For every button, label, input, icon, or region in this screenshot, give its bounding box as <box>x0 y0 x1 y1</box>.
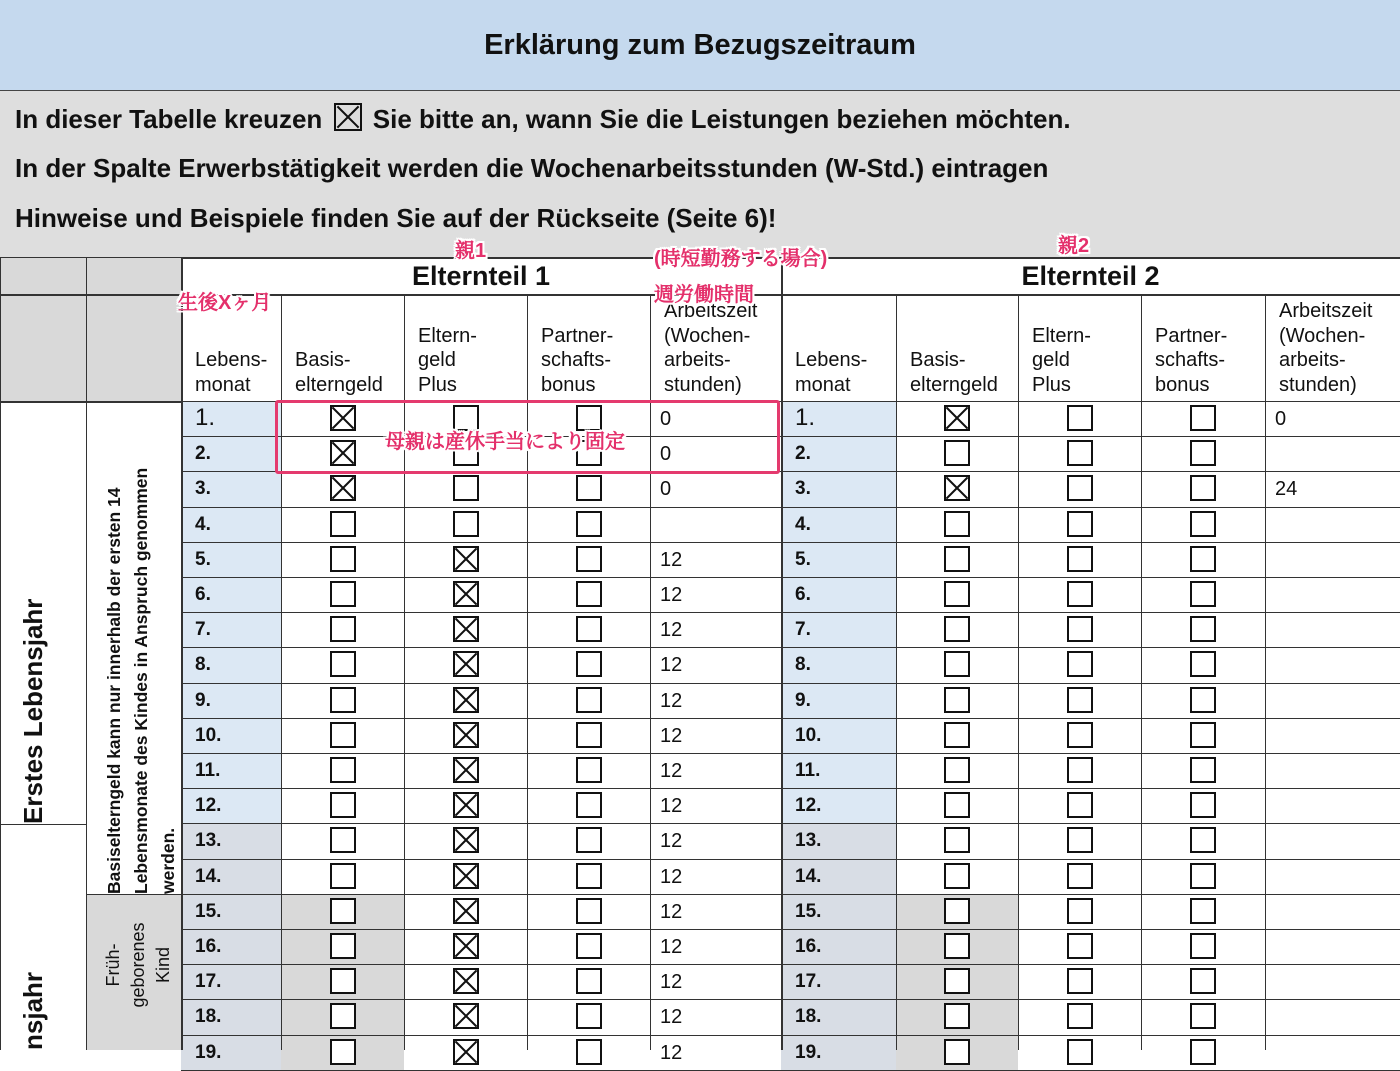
hours-value[interactable]: 0 <box>660 478 672 501</box>
month-label: 16. <box>195 936 222 957</box>
column-header-month <box>795 348 867 397</box>
column-header-month <box>195 348 267 397</box>
basis-checkbox[interactable] <box>330 687 356 713</box>
column-header-line: Basis- <box>295 349 351 371</box>
column-header-line: bonus <box>541 373 596 396</box>
hours-value[interactable]: 0 <box>1275 408 1287 430</box>
annotation-parent-1: 親1 <box>455 240 487 262</box>
hours-value[interactable]: 12 <box>660 548 683 571</box>
basis-checkbox[interactable] <box>330 616 356 642</box>
month-label: 15. <box>795 900 822 922</box>
month-label: 1. <box>795 404 816 431</box>
basis-checkbox[interactable] <box>330 827 356 853</box>
month-label: 10. <box>195 724 222 746</box>
column-header-line: stunden) <box>1279 373 1357 396</box>
hours-value[interactable]: 12 <box>660 865 683 888</box>
month-label: 3. <box>795 478 811 500</box>
month-label: 4. <box>795 513 811 535</box>
month-label: 19. <box>195 1041 222 1063</box>
plus-checkbox[interactable] <box>453 475 479 501</box>
column-header-line: Partner- <box>1155 324 1228 347</box>
basis-checkbox[interactable] <box>330 968 356 994</box>
partner-checkbox[interactable] <box>1190 616 1216 642</box>
plus-checkbox[interactable] <box>1067 651 1093 677</box>
partner-checkbox[interactable] <box>1190 405 1216 431</box>
hours-value[interactable]: 24 <box>1275 478 1298 501</box>
hours-value[interactable]: 12 <box>660 971 683 994</box>
plus-checkbox[interactable] <box>453 722 479 748</box>
month-label: 1. <box>195 404 216 431</box>
partner-checkbox[interactable] <box>576 1003 602 1029</box>
instruction-text: Sie bitte an, wann Sie die Leistungen beziehen möchten. <box>372 104 1071 134</box>
month-label: 12. <box>195 795 222 817</box>
partner-checkbox[interactable] <box>1190 1039 1216 1065</box>
basis-checkbox[interactable] <box>944 827 970 853</box>
month-label: 6. <box>195 584 211 605</box>
column-divider <box>1018 294 1019 1050</box>
hours-value[interactable]: 12 <box>660 584 683 606</box>
annotation-parent-2: 親2 <box>1058 235 1090 257</box>
plus-checkbox[interactable] <box>1067 440 1093 466</box>
month-label: 13. <box>195 830 222 852</box>
partner-checkbox[interactable] <box>576 827 602 853</box>
column-header-line: bonus <box>1155 373 1210 396</box>
hours-value[interactable]: 12 <box>660 1041 683 1064</box>
row-divider <box>181 964 1400 965</box>
hours-value[interactable]: 12 <box>660 689 683 712</box>
partner-checkbox[interactable] <box>576 546 602 572</box>
month-label: 2. <box>195 443 211 465</box>
column-header-line: geld <box>418 349 456 371</box>
basis-checkbox[interactable] <box>330 1039 356 1065</box>
first-year-label: Erstes Lebensjahr <box>18 598 48 824</box>
partner-checkbox[interactable] <box>1190 1003 1216 1029</box>
plus-checkbox[interactable] <box>1067 722 1093 748</box>
column-header-line: stunden) <box>664 373 742 396</box>
partner-checkbox[interactable] <box>576 968 602 994</box>
row-divider <box>181 718 1400 719</box>
partner-checkbox[interactable] <box>1190 581 1216 607</box>
plus-checkbox[interactable] <box>1067 511 1093 537</box>
plus-checkbox[interactable] <box>1067 687 1093 713</box>
month-label: 16. <box>795 936 822 957</box>
plus-checkbox[interactable] <box>1067 757 1093 783</box>
plus-checkbox[interactable] <box>1067 1039 1093 1065</box>
month-label: 8. <box>195 654 211 676</box>
plus-checkbox[interactable] <box>453 687 479 713</box>
plus-checkbox[interactable] <box>453 933 479 959</box>
column-header-line: Arbeitszeit <box>1279 300 1373 322</box>
basis-checkbox[interactable] <box>944 722 970 748</box>
column-header-partner <box>1155 324 1227 398</box>
partner-checkbox[interactable] <box>1190 687 1216 713</box>
annotation-month-after-birth: 生後Xヶ月 <box>178 292 272 314</box>
column-header-plus <box>418 324 477 398</box>
plus-checkbox[interactable] <box>453 1003 479 1029</box>
plus-checkbox[interactable] <box>453 827 479 853</box>
plus-checkbox[interactable] <box>453 863 479 889</box>
row-divider <box>181 859 1400 860</box>
partner-checkbox[interactable] <box>576 511 602 537</box>
plus-checkbox[interactable] <box>453 968 479 994</box>
hours-value[interactable]: 12 <box>660 936 683 958</box>
annotation-maternity-fixed: 母親は産休手当により固定 <box>385 431 625 453</box>
instructions-panel <box>0 91 1400 259</box>
instruction-line-1 <box>15 103 1071 135</box>
column-header-line: Lebens- <box>195 349 268 371</box>
partner-checkbox[interactable] <box>1190 968 1216 994</box>
column-header-line: Eltern- <box>1032 324 1091 347</box>
partner-checkbox[interactable] <box>1190 475 1216 501</box>
column-header-basis <box>295 348 383 397</box>
partner-checkbox[interactable] <box>1190 933 1216 959</box>
plus-checkbox[interactable] <box>1067 581 1093 607</box>
basis-checkbox[interactable] <box>330 933 356 959</box>
basis-checkbox[interactable] <box>944 792 970 818</box>
plus-checkbox[interactable] <box>453 898 479 924</box>
month-label: 11. <box>195 760 221 781</box>
basis-checkbox[interactable] <box>944 511 970 537</box>
column-header-line: elterngeld <box>910 373 998 396</box>
month-label: 14. <box>795 865 822 887</box>
month-label: 10. <box>795 724 822 746</box>
plus-checkbox[interactable] <box>1067 863 1093 889</box>
row-divider <box>181 647 1400 648</box>
plus-checkbox[interactable] <box>453 511 479 537</box>
month-label: 14. <box>195 865 222 887</box>
annotation-short-time-work: (時短勤務する場合) <box>654 248 828 270</box>
month-label: 6. <box>795 584 811 605</box>
basis-checkbox[interactable] <box>944 581 970 607</box>
plus-checkbox[interactable] <box>453 651 479 677</box>
month-label: 4. <box>195 513 211 535</box>
hours-value[interactable]: 12 <box>660 1006 683 1029</box>
basis-checkbox[interactable] <box>330 475 356 501</box>
column-header-line: (Wochen- <box>1279 324 1366 347</box>
month-label: 5. <box>795 548 811 570</box>
basis-checkbox[interactable] <box>330 722 356 748</box>
month-label: 18. <box>795 1006 822 1028</box>
basis-checkbox[interactable] <box>944 616 970 642</box>
row-divider <box>181 507 1400 508</box>
premature-divider <box>86 894 181 895</box>
partner-checkbox[interactable] <box>576 863 602 889</box>
column-header-line: Plus <box>418 373 457 396</box>
column-header-line: schafts- <box>1155 349 1226 371</box>
column-header-line: elterngeld <box>295 373 383 396</box>
column-header-partner <box>541 324 613 398</box>
basis-checkbox[interactable] <box>944 898 970 924</box>
plus-checkbox[interactable] <box>1067 616 1093 642</box>
column-header-hours <box>1279 299 1372 397</box>
instruction-text: In dieser Tabelle kreuzen <box>15 104 323 134</box>
basis-checkbox[interactable] <box>944 1039 970 1065</box>
parent-2-heading: Elternteil 2 <box>1021 260 1160 291</box>
checked-box-icon <box>334 103 362 131</box>
month-label: 12. <box>795 795 822 817</box>
column-header-hours <box>664 299 757 397</box>
basis-checkbox[interactable] <box>944 440 970 466</box>
column-header-line: Eltern- <box>418 324 477 347</box>
column-header-line: schafts- <box>541 349 612 371</box>
partner-checkbox[interactable] <box>576 581 602 607</box>
partner-checkbox[interactable] <box>1190 792 1216 818</box>
month-label: 7. <box>795 619 811 641</box>
plus-checkbox[interactable] <box>1067 475 1093 501</box>
row-divider <box>181 542 1400 543</box>
column-header-line: geld <box>1032 349 1070 371</box>
hours-value[interactable]: 12 <box>660 760 683 782</box>
row-divider <box>181 683 1400 684</box>
basis-checkbox[interactable] <box>330 546 356 572</box>
row-divider <box>181 823 1400 824</box>
column-divider <box>781 258 783 1050</box>
hours-value[interactable]: 12 <box>660 830 683 853</box>
month-label: 13. <box>795 830 822 852</box>
month-label: 17. <box>195 971 222 993</box>
instruction-line-2: In der Spalte Erwerbstätigkeit werden die Wochenarbeitsstunden (W-Std.) eintragen <box>15 153 1049 183</box>
basis-checkbox[interactable] <box>330 1003 356 1029</box>
partner-checkbox[interactable] <box>576 1039 602 1065</box>
partner-checkbox[interactable] <box>576 616 602 642</box>
basis-checkbox[interactable] <box>330 757 356 783</box>
partner-checkbox[interactable] <box>1190 827 1216 853</box>
month-label: 11. <box>795 760 821 781</box>
partner-checkbox[interactable] <box>1190 546 1216 572</box>
column-divider <box>1265 294 1266 1050</box>
plus-checkbox[interactable] <box>1067 405 1093 431</box>
month-label: 19. <box>795 1041 822 1063</box>
plus-checkbox[interactable] <box>1067 792 1093 818</box>
row-divider <box>181 788 1400 789</box>
basis-checkbox[interactable] <box>944 863 970 889</box>
partner-checkbox[interactable] <box>1190 863 1216 889</box>
plus-checkbox[interactable] <box>453 616 479 642</box>
plus-checkbox[interactable] <box>1067 827 1093 853</box>
second-year-label: nsjahr <box>18 971 48 1050</box>
column-header-line: monat <box>795 373 851 396</box>
row-divider <box>181 577 1400 578</box>
hours-value[interactable]: 12 <box>660 724 683 747</box>
column-divider <box>896 294 897 1050</box>
basis-checkbox[interactable] <box>330 581 356 607</box>
column-header-line: Lebens- <box>795 349 868 371</box>
hours-value[interactable]: 0 <box>660 408 672 430</box>
row-divider <box>181 612 1400 613</box>
form-title: Erklärung zum Bezugszeitraum <box>0 0 1400 91</box>
column-header-plus <box>1032 324 1091 398</box>
row-divider <box>181 753 1400 754</box>
hours-value[interactable]: 12 <box>660 619 683 642</box>
plus-checkbox[interactable] <box>453 546 479 572</box>
hours-value[interactable]: 12 <box>660 795 683 818</box>
basis-checkbox[interactable] <box>330 898 356 924</box>
basis-checkbox[interactable] <box>944 651 970 677</box>
hours-value[interactable]: 12 <box>660 900 683 923</box>
column-header-line: arbeits- <box>1279 349 1346 371</box>
basis-checkbox[interactable] <box>944 475 970 501</box>
plus-checkbox[interactable] <box>1067 1003 1093 1029</box>
hours-value[interactable]: 12 <box>660 654 683 677</box>
column-header-line: monat <box>195 373 251 396</box>
row-divider <box>181 929 1400 930</box>
basis-checkbox[interactable] <box>944 933 970 959</box>
month-label: 9. <box>195 689 211 711</box>
partner-checkbox[interactable] <box>1190 757 1216 783</box>
plus-checkbox[interactable] <box>1067 968 1093 994</box>
plus-checkbox[interactable] <box>1067 898 1093 924</box>
month-label: 15. <box>195 900 222 922</box>
month-label: 9. <box>795 689 811 711</box>
parent-1-heading: Elternteil 1 <box>411 260 551 291</box>
partner-checkbox[interactable] <box>576 757 602 783</box>
partner-checkbox[interactable] <box>576 898 602 924</box>
column-header-line: Partner- <box>541 324 614 347</box>
partner-checkbox[interactable] <box>1190 440 1216 466</box>
month-label: 8. <box>795 654 811 676</box>
plus-checkbox[interactable] <box>453 757 479 783</box>
annotation-weekly-hours: 週労働時間 <box>654 284 754 306</box>
partner-checkbox[interactable] <box>576 687 602 713</box>
instruction-line-3: Hinweise und Beispiele finden Sie auf der Rückseite (Seite 6)! <box>15 203 777 233</box>
basis-checkbox[interactable] <box>330 651 356 677</box>
column-divider <box>0 258 1 1050</box>
plus-checkbox[interactable] <box>453 1039 479 1065</box>
month-label: 17. <box>795 971 822 993</box>
basis-checkbox[interactable] <box>330 511 356 537</box>
basis-checkbox[interactable] <box>944 757 970 783</box>
basis-checkbox[interactable] <box>944 546 970 572</box>
basis-checkbox[interactable] <box>330 863 356 889</box>
column-header-line: Basis- <box>910 349 966 371</box>
plus-checkbox[interactable] <box>453 792 479 818</box>
partner-checkbox[interactable] <box>576 933 602 959</box>
partner-checkbox[interactable] <box>1190 511 1216 537</box>
plus-checkbox[interactable] <box>453 581 479 607</box>
column-divider <box>1141 294 1142 1050</box>
corner-header-bg <box>0 258 181 401</box>
basis-checkbox[interactable] <box>944 405 970 431</box>
header-divider <box>0 401 181 403</box>
row-divider <box>181 1035 1400 1036</box>
partner-checkbox[interactable] <box>576 792 602 818</box>
partner-checkbox[interactable] <box>576 475 602 501</box>
partner-checkbox[interactable] <box>1190 898 1216 924</box>
basis-checkbox[interactable] <box>330 792 356 818</box>
basis-checkbox[interactable] <box>944 968 970 994</box>
year-divider <box>0 824 86 825</box>
partner-checkbox[interactable] <box>1190 722 1216 748</box>
column-header-line: Arbeitszeit <box>664 300 758 322</box>
basis-checkbox[interactable] <box>944 1003 970 1029</box>
partner-checkbox[interactable] <box>576 722 602 748</box>
month-label: 2. <box>795 443 811 465</box>
month-label: 18. <box>195 1006 222 1028</box>
partner-checkbox[interactable] <box>1190 651 1216 677</box>
column-header-line: arbeits- <box>664 349 731 371</box>
plus-checkbox[interactable] <box>1067 546 1093 572</box>
column-header-basis <box>910 348 998 397</box>
column-header-line: (Wochen- <box>664 324 751 347</box>
row-divider <box>181 999 1400 1000</box>
plus-checkbox[interactable] <box>1067 933 1093 959</box>
basis-checkbox[interactable] <box>944 687 970 713</box>
month-label: 7. <box>195 619 211 641</box>
column-header-line: Plus <box>1032 373 1071 396</box>
premature-child-label: Früh-geborenes Kind <box>103 922 173 1008</box>
hours-value[interactable]: 0 <box>660 443 672 466</box>
column-divider <box>86 258 87 1050</box>
month-label: 5. <box>195 548 211 570</box>
month-label: 3. <box>195 478 211 500</box>
partner-checkbox[interactable] <box>576 651 602 677</box>
row-divider <box>181 894 1400 895</box>
basis-note: Basiselterngeld kann nur innerhalb der ersten 14 Lebensmonate des Kindes in Anspruch genommen werden. <box>104 467 178 894</box>
